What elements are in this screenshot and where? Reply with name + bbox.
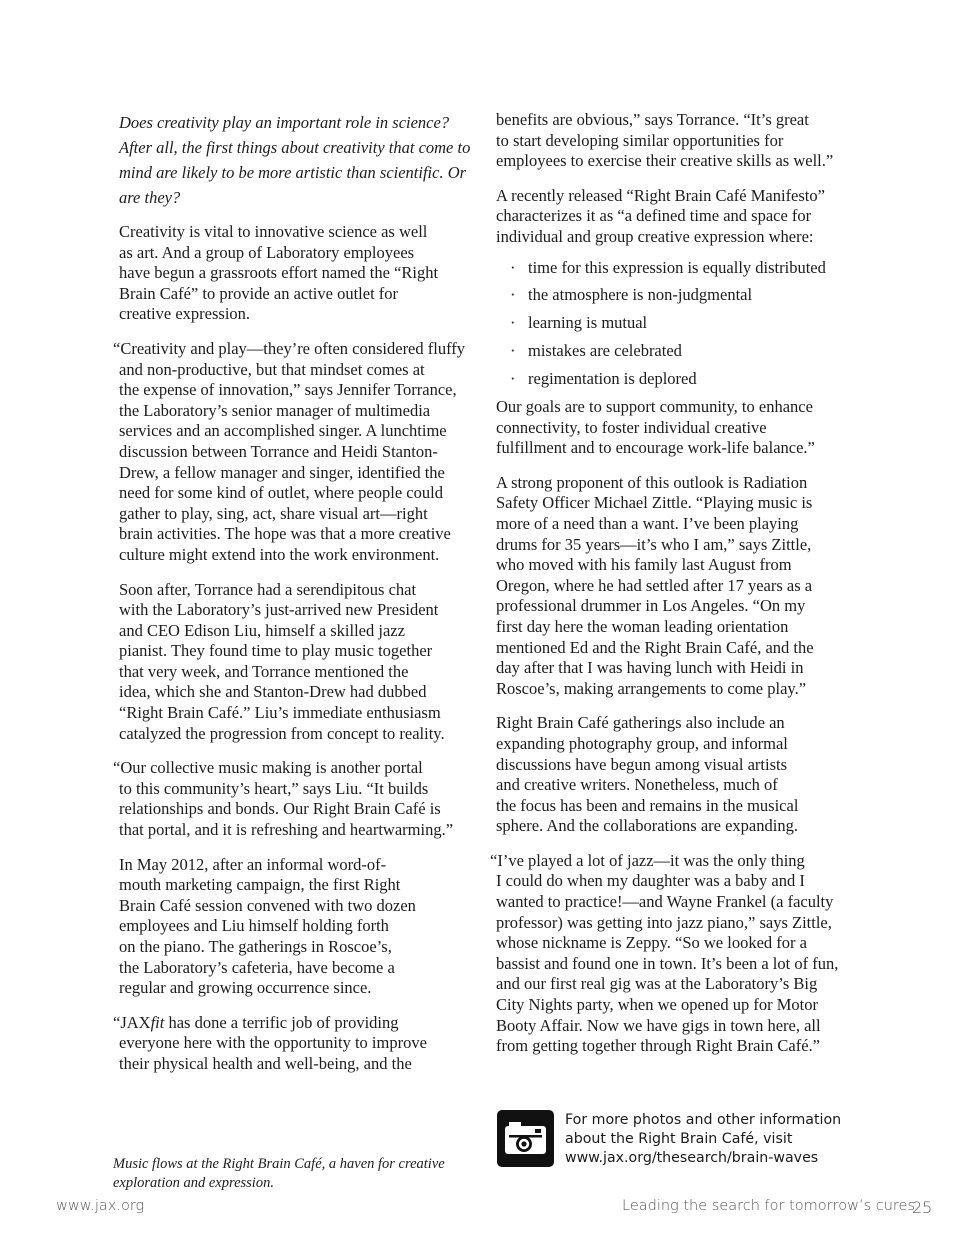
manifesto-item: · learning is mutual xyxy=(510,313,852,334)
left-column xyxy=(113,110,475,1089)
camera-icon-graphic xyxy=(497,1110,554,1167)
body-paragraph: Right Brain Café gatherings also include an expanding photography group, and informal discussions have begun among visual artists and creative writers. Nonetheless, much of the focus has been and remains in the musical sphere. And the collaborations are expanding. xyxy=(496,713,799,836)
torrance-quote: “Creativity and play—they’re often considered fluffy and non-productive, but that mindset comes at the expense of innovation,” says Jennifer Torrance, the Laboratory’s senior manager of multimedia services and an accomplished singer. A lunchtime discussion between Torrance and Heidi Stanton- Drew, a fellow manager and singer, identified the need for some kind of outlet, where people could gather to play, sing, act, share visual art—right brain activities. The hope was that a more creative culture might extend into the work environment. xyxy=(113,338,466,564)
page-number: 25 xyxy=(912,1198,933,1217)
body-paragraph: A strong proponent of this outlook is Radiation Safety Officer Michael Zittle. “Playing music is more of a need than a want. I’ve been playing drums for 35 years—it’s who I am,” says Zittle, who moved with his family last August from Oregon, where he had settled after 17 years as a professional drummer in Los Angeles. “On my first day here the woman leading orientation mentioned Ed and the Right Brain Café, and the day after that I was having lunch with Heidi in Roscoe’s, making arrangements to come play.” xyxy=(496,472,814,698)
body-paragraph: In May 2012, after an informal word-of- mouth marketing campaign, the first Right Brain Café session convened with two dozen employees and Liu himself holding forth on the piano. The gatherings in Roscoe’s, the Laboratory’s cafeteria, have become a regular and growing occurrence since. xyxy=(119,854,416,998)
body-paragraph: Our goals are to support community, to enhance connectivity, to foster individual creative fulfillment and to encourage work-life balance.” xyxy=(496,397,815,458)
manifesto-item: · the atmosphere is non-judgmental xyxy=(510,285,852,306)
zittle-quote: “I’ve played a lot of jazz—it was the only thing I could do when my daughter was a baby and I wanted to practice!—and Wayne Frankel (a faculty professor) was getting into jazz piano,” says Zittle, whose nickname is Zeppy. “So we looked for a bassist and found one in town. It’s been a lot of fun, and our first real gig was at the Laboratory’s Big City Nights party, when we opened up for Motor Booty Affair. Now we have gigs in town here, all from getting together through Right Brain Café.” xyxy=(490,850,839,1056)
body-paragraph: Creativity is vital to innovative science as well as art. And a group of Laboratory employees have begun a grassroots effort named the “Right Brain Café” to provide an active outlet for creative expression. xyxy=(119,222,439,324)
body-paragraph: Soon after, Torrance had a serendipitous chat with the Laboratory’s just-arrived new President and CEO Edison Liu, himself a skilled jazz pianist. They found time to play music together that very week, and Torrance mentioned the idea, which she and Stanton-Drew had dubbed “Right Brain Café.” Liu’s immediate enthusiasm catalyzed the progression from concept to reality. xyxy=(119,579,445,743)
body-paragraph: benefits are obvious,” says Torrance. “It’s great to start developing similar opportunities for employees to exercise their creative skills as well.” xyxy=(496,110,834,171)
manifesto-item: · regimentation is deplored xyxy=(510,369,852,390)
jaxfit-quote-fit: fit xyxy=(150,1012,165,1032)
manifesto-list xyxy=(496,258,852,390)
photo-caption: Music flows at the Right Brain Café, a haven for creative exploration and expression. xyxy=(113,1156,445,1191)
footer-url[interactable]: www.jax.org xyxy=(56,1198,145,1214)
more-info-text: For more photos and other information about the Right Brain Café, visit www.jax.org/thesearch/brain-waves xyxy=(565,1112,842,1166)
manifesto-intro: A recently released “Right Brain Café Manifesto” characterizes it as “a defined time and space for individual and group creative expression where: xyxy=(496,185,825,246)
jaxfit-quote-rest: has done a terrific job of providing everyone here with the opportunity to improve their physical health and well-being, and the xyxy=(119,1012,427,1073)
right-column xyxy=(490,110,852,1071)
footer-tagline: Leading the search for tomorrow’s cures xyxy=(622,1198,916,1214)
manifesto-item: · time for this expression is equally distributed xyxy=(510,258,852,279)
camera-icon xyxy=(497,1110,554,1167)
jaxfit-quote xyxy=(113,1012,475,1075)
jaxfit-quote-open: “JAX xyxy=(113,1012,151,1032)
liu-quote: “Our collective music making is another portal to this community’s heart,” says Liu. “It builds relationships and bonds. Our Right Brain Café is that portal, and it is refreshing and heartwarming.” xyxy=(113,758,454,840)
intro-question: Does creativity play an important role in science? After all, the first things about creativity that come to mind are likely to be more artistic than scientific. Or are they? xyxy=(119,113,471,207)
manifesto-item: · mistakes are celebrated xyxy=(510,341,852,362)
